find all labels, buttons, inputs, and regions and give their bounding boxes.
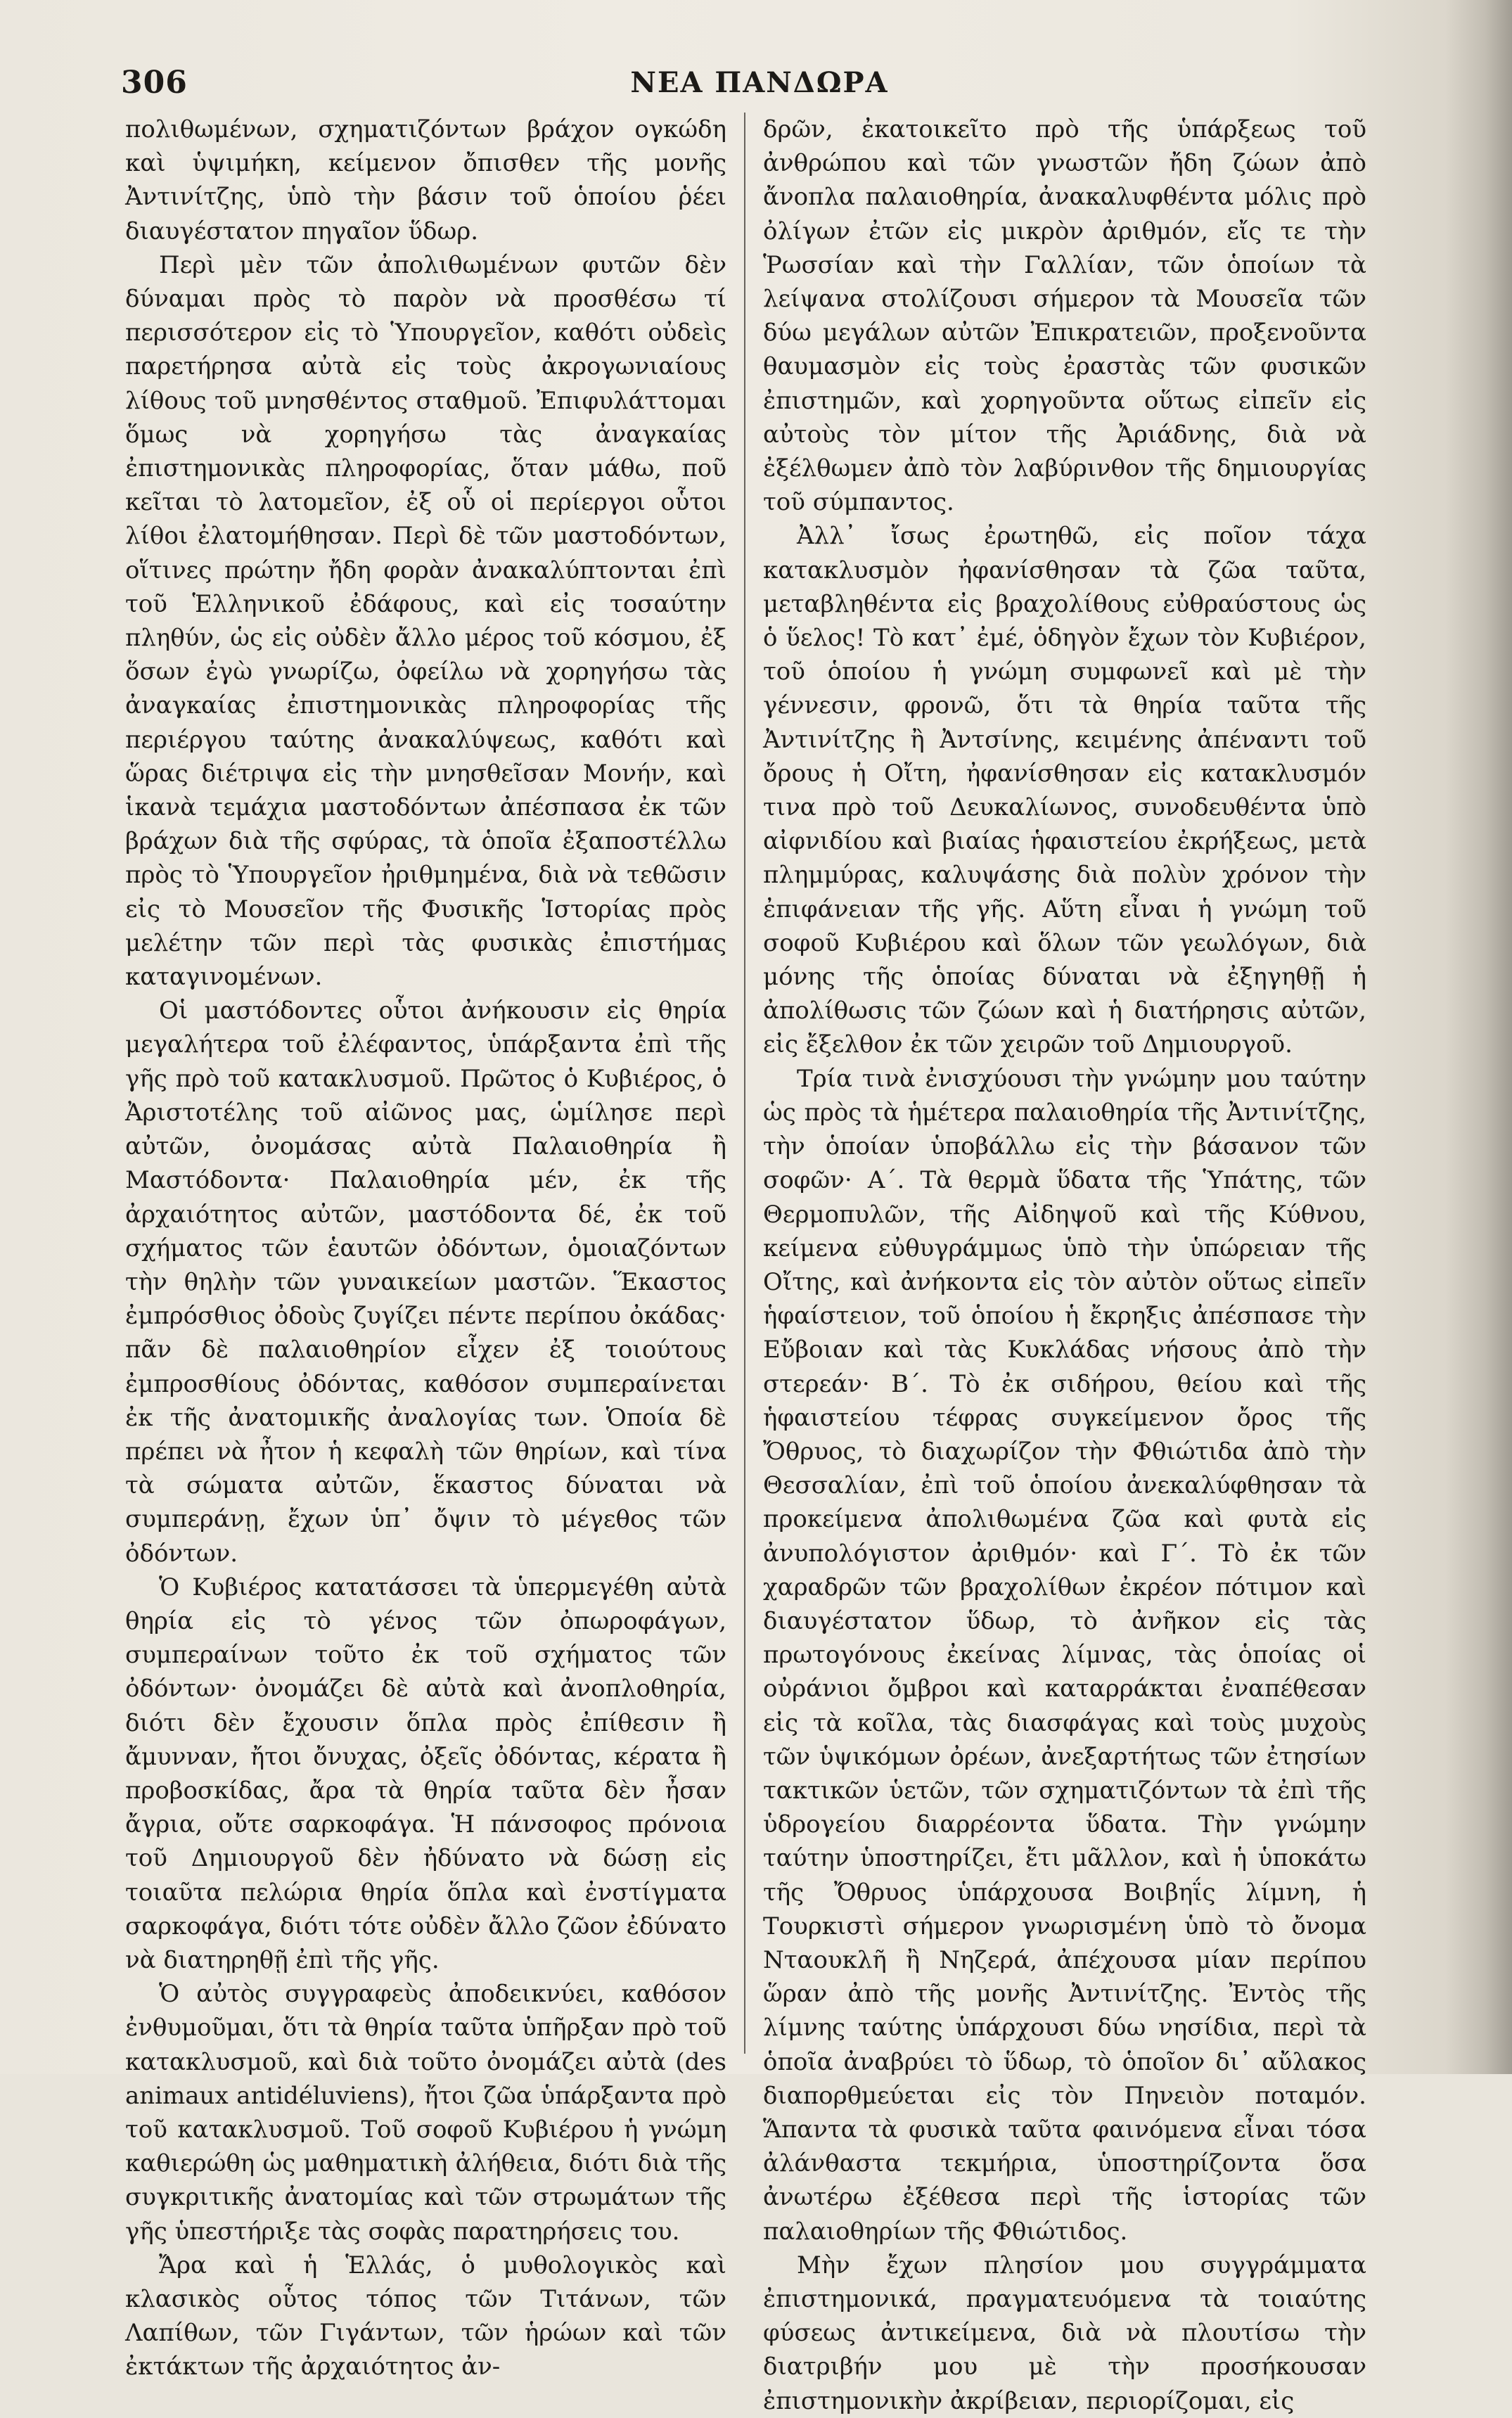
paragraph: δρῶν, ἐκατοικεῖτο πρὸ τῆς ὑπάρξεως τοῦ ἀνθρώπου καὶ τῶν γνωστῶν ἤδη ζώων ἀπὸ ἄνοπλα παλαιοθηρία, ἀνακαλυφθέντα μόλις πρὸ ὀλίγων ἐτῶν εἰς μικρὸν ἀριθμόν, εἴς τε τὴν Ῥωσσίαν καὶ τὴν Γαλλίαν, τῶν ὁποίων τὰ λείψανα στολίζουσι σήμερον τὰ Μουσεῖα τῶν δύω μεγάλων αὐτῶν Ἐπικρατειῶν, προξενοῦντα θαυμασμὸν εἰς τοὺς ἐραστὰς τῶν φυσικῶν ἐπιστημῶν, καὶ χορηγοῦντα οὕτως εἰπεῖν εἰς αὐτοὺς τὸν μίτον τῆς Ἀριάδνης, διὰ νὰ ἐξέλθωμεν ἀπὸ τὸν λαβύρινθον τῆς δημιουργίας τοῦ σύμπαντος.: [763, 115, 1366, 517]
paragraph: Ἀλλ᾿ ἴσως ἐρωτηθῶ, εἰς ποῖον τάχα κατακλυσμὸν ἠφανίσθησαν τὰ ζῶα ταῦτα, μεταβληθέντα εἰς βραχολίθους εὐθραύστους ὡς ὁ ὕελος! Τὸ κατ᾿ ἐμέ, ὁδηγὸν ἔχων τὸν Κυβιέρον, τοῦ ὁποίου ἡ γνώμη συμφωνεῖ καὶ μὲ τὴν γέννεσιν, φρονῶ, ὅτι τὰ θηρία ταῦτα τῆς Ἀντινίτζης ἢ Ἀντσίνης, κειμένης ἀπέναντι τοῦ ὄρους ἡ Οἴτη, ἠφανίσθησαν εἰς κατακλυσμόν τινα πρὸ τοῦ Δευκαλίωνος, συνοδευθέντα ὑπὸ αἰφνιδίου καὶ βιαίας ἡφαιστείου ἐκρήξεως, μετὰ πλημμύρας, καλυψάσης διὰ πολὺν χρόνον τὴν ἐπιφάνειαν τῆς γῆς. Αὕτη εἶναι ἡ γνώμη τοῦ σοφοῦ Κυβιέρου καὶ ὅλων τῶν γεωλόγων, διὰ μόνης τῆς ὁποίας δύναται νὰ ἐξηγηθῇ ἡ ἀπολίθωσις τῶν ζώων καὶ ἡ διατήρησις αὐτῶν, εἰς ἔξελθον ἐκ τῶν χειρῶν τοῦ Δημιουργοῦ.: [763, 522, 1366, 1059]
page-edge-shadow: [1445, 0, 1512, 2074]
page-number: 306: [121, 65, 188, 101]
paragraph: Ὁ αὐτὸς συγγραφεὺς ἀποδεικνύει, καθόσον ἐνθυμοῦμαι, ὅτι τὰ θηρία ταῦτα ὑπῆρξαν πρὸ τοῦ κατακλυσμοῦ, καὶ διὰ τοῦτο ὀνομάζει αὐτὰ (des animaux antidéluviens), ἤτοι ζῶα ὑπάρξαντα πρὸ τοῦ κατακλυσμοῦ. Τοῦ σοφοῦ Κυβιέρου ἡ γνώμη καθιερώθη ὡς μαθηματικὴ ἀλήθεια, διότι διὰ τῆς συγκριτικῆς ἀνατομίας καὶ τῶν στρωμάτων τῆς γῆς ὑπεστήριξε τὰς σοφὰς παρατηρήσεις του.: [125, 1980, 726, 2246]
paragraph: Οἱ μαστόδοντες οὗτοι ἀνήκουσιν εἰς θηρία μεγαλήτερα τοῦ ἐλέφαντος, ὑπάρξαντα ἐπὶ τῆς γῆς πρὸ τοῦ κατακλυσμοῦ. Πρῶτος ὁ Κυβιέρος, ὁ Ἀριστοτέλης τοῦ αἰῶνος μας, ὡμίλησε περὶ αὐτῶν, ὀνομάσας αὐτὰ Παλαιοθηρία ἢ Μαστόδοντα· Παλαιοθηρία μέν, ἐκ τῆς ἀρχαιότητος αὐτῶν, μαστόδοντα δέ, ἐκ τοῦ σχήματος τῶν ἑαυτῶν ὀδόντων, ὁμοιαζόντων τὴν θηλὴν τῶν γυναικείων μαστῶν. Ἕκαστος ἐμπρόσθιος ὀδοὺς ζυγίζει πέντε περίπου ὀκάδας· πᾶν δὲ παλαιοθηρίον εἶχεν ἐξ τοιούτους ἐμπροσθίους ὀδόντας, καθόσον συμπεραίνεται ἐκ τῆς ἀνατομικῆς ἀναλογίας των. Ὁποία δὲ πρέπει νὰ ἦτον ἡ κεφαλὴ τῶν θηρίων, καὶ τίνα τὰ σώματα αὐτῶν, ἕκαστος δύναται νὰ συμπεράνῃ, ἔχων ὑπ᾿ ὄψιν τὸ μέγεθος τῶν ὀδόντων.: [125, 997, 726, 1568]
paragraph: πολιθωμένων, σχηματιζόντων βράχον ογκώδη καὶ ὑψιμήκη, κείμενον ὄπισθεν τῆς μονῆς Ἀντινίτζης, ὑπὸ τὴν βάσιν τοῦ ὁποίου ῥέει διαυγέστατον πηγαῖον ὕδωρ.: [125, 115, 726, 245]
paragraph: Ἄρα καὶ ἡ Ἑλλάς, ὁ μυθολογικὸς καὶ κλασικὸς οὗτος τόπος τῶν Τιτάνων, τῶν Λαπίθων, τῶν Γιγάντων, τῶν ἡρώων καὶ τῶν ἐκτάκτων τῆς ἀρχαιότητος ἀν-: [125, 2251, 726, 2381]
running-title: ΝΕΑ ΠΑΝΔΩΡΑ: [630, 66, 889, 99]
paragraph: Τρία τινὰ ἐνισχύουσι τὴν γνώμην μου ταύτην ὡς πρὸς τὰ ἡμέτερα παλαιοθηρία τῆς Ἀντινίτζης, τὴν ὁποίαν ὑποβάλλω εἰς τὴν βάσανον τῶν σοφῶν· Α΄. Τὰ θερμὰ ὕδατα τῆς Ὑπάτης, τῶν Θερμοπυλῶν, τῆς Αἰδηψοῦ καὶ τῆς Κύθνου, κείμενα εὐθυγράμμως ὑπὸ τὴν ὑπώρειαν τῆς Οἴτης, καὶ ἀνήκοντα εἰς τὸν αὐτὸν οὕτως εἰπεῖν ἡφαίστειον, τοῦ ὁποίου ἡ ἔκρηξις ἀπέσπασε τὴν Εὔβοιαν καὶ τὰς Κυκλάδας νήσους ἀπὸ τὴν στερεάν· Β΄. Τὸ ἐκ σιδήρου, θείου καὶ τῆς ἡφαιστείου τέφρας συγκείμενον ὄρος τῆς Ὄθρυος, τὸ διαχωρίζον τὴν Φθιώτιδα ἀπὸ τὴν Θεσσαλίαν, ἐπὶ τοῦ ὁποίου ἀνεκαλύφθησαν τὰ προκείμενα ἀπολιθωμένα ζῶα καὶ φυτὰ εἰς ἀνυπολόγιστον ἀριθμόν· καὶ Γ΄. Τὸ ἐκ τῶν χαραδρῶν τῶν βραχολίθων ἐκρέον πότιμον καὶ διαυγέστατον ὕδωρ, τὸ ἀνῆκον εἰς τὰς πρωτογόνους ἐκείνας λίμνας, τὰς ὁποίας οἱ οὐράνιοι ὄμβροι καὶ καταρράκται ἐναπέθεσαν εἰς τὰ κοῖλα, τὰς διασφάγας καὶ τοὺς μυχοὺς τῶν ὑψικόμων ὀρέων, ἀνεξαρτήτως τῶν ἐτησίων τακτικῶν ὑετῶν, τῶν σχηματιζόντων τὰ ἐπὶ τῆς ὑδρογείου διαρρέοντα ὕδατα. Τὴν γνώμην ταύτην ὑποστηρίζει, ἔτι μᾶλλον, καὶ ἡ ὑποκάτω τῆς Ὄθρυος ὑπάρχουσα Βοιβηΐς λίμνη, ἡ Τουρκιστὶ σήμερον γνωρισμένη ὑπὸ τὸ ὄνομα Νταουκλῆ ἢ Νηζερά, ἀπέχουσα μίαν περίπου ὥραν ἀπὸ τῆς μονῆς Ἀντινίτζης. Ἐντὸς τῆς λίμνης ταύτης ὑπάρχουσι δύω νησίδια, περὶ τὰ ὁποῖα ἀναβρύει τὸ ὕδωρ, τὸ ὁποῖον δι᾿ αὔλακος διαπορθμεύεται εἰς τὸν Πηνειὸν ποταμόν. Ἅπαντα τὰ φυσικὰ ταῦτα φαινόμενα εἶναι τόσα ἀλάνθαστα τεκμήρια, ὑποστηρίζοντα ὅσα ἀνωτέρω ἐξέθεσα περὶ τῆς ἱστορίας τῶν παλαιοθηρίων τῆς Φθιώτιδος.: [763, 1064, 1366, 2246]
left-column: [125, 113, 726, 2384]
column-divider: [744, 113, 745, 2054]
paragraph: Ὁ Κυβιέρος κατατάσσει τὰ ὑπερμεγέθη αὐτὰ θηρία εἰς τὸ γένος τῶν ὀπωροφάγων, συμπεραίνων τοῦτο ἐκ τοῦ σχήματος τῶν ὀδόντων· ὀνομάζει δὲ αὐτὰ καὶ ἀνοπλοθηρία, διότι δὲν ἔχουσιν ὅπλα πρὸς ἐπίθεσιν ἢ ἄμυνναν, ἤτοι ὄνυχας, ὀξεῖς ὀδόντας, κέρατα ἢ προβοσκίδας, ἄρα τὰ θηρία ταῦτα δὲν ἦσαν ἄγρια, οὔτε σαρκοφάγα. Ἡ πάνσοφος πρόνοια τοῦ Δημιουργοῦ δὲν ἠδύνατο νὰ δώσῃ εἰς τοιαῦτα πελώρια θηρία ὅπλα καὶ ἐνστίγματα σαρκοφάγα, διότι τότε οὐδὲν ἄλλο ζῶον ἐδύνατο νὰ διατηρηθῇ ἐπὶ τῆς γῆς.: [125, 1573, 726, 1974]
paragraph: Περὶ μὲν τῶν ἀπολιθωμένων φυτῶν δὲν δύναμαι πρὸς τὸ παρὸν νὰ προσθέσω τί περισσότερον εἰς τὸ Ὑπουργεῖον, καθότι οὐδεὶς παρετήρησα αὐτὰ εἰς τοὺς ἀκρογωνιαίους λίθους τοῦ μνησθέντος σταθμοῦ. Ἐπιφυλάττομαι ὅμως νὰ χορηγήσω τὰς ἀναγκαίας ἐπιστημονικὰς πληροφορίας, ὅταν μάθω, ποῦ κεῖται τὸ λατομεῖον, ἐξ οὗ οἱ περίεργοι οὗτοι λίθοι ἐλατομήθησαν. Περὶ δὲ τῶν μαστοδόντων, οἵτινες πρώτην ἤδη φορὰν ἀνακαλύπτονται ἐπὶ τοῦ Ἑλληνικοῦ ἐδάφους, καὶ εἰς τοσαύτην πληθύν, ὡς εἰς οὐδὲν ἄλλο μέρος τοῦ κόσμου, ἐξ ὅσων ἐγὼ γνωρίζω, ὀφείλω νὰ χορηγήσω τὰς ἀναγκαίας ἐπιστημονικὰς πληροφορίας τῆς περιέργου ταύτης ἀνακαλύψεως, καθότι καὶ ὥρας διέτριψα εἰς τὴν μνησθεῖσαν Μονήν, καὶ ἱκανὰ τεμάχια μαστοδόντων ἀπέσπασα ἐκ τῶν βράχων διὰ τῆς σφύρας, τὰ ὁποῖα ἐξαποστέλλω πρὸς τὸ Ὑπουργεῖον ἠριθμημένα, διὰ νὰ τεθῶσιν εἰς τὸ Μουσεῖον τῆς Φυσικῆς Ἱστορίας πρὸς μελέτην τῶν περὶ τὰς φυσικὰς ἐπιστήμας καταγινομένων.: [125, 250, 726, 992]
paragraph: Μὴν ἔχων πλησίον μου συγγράμματα ἐπιστημονικά, πραγματευόμενα τὰ τοιαύτης φύσεως ἀντικείμενα, διὰ νὰ πλουτίσω τὴν διατριβήν μου μὲ τὴν προσήκουσαν ἐπιστημονικὴν ἀκρίβειαν, περιορίζομαι, εἰς: [763, 2251, 1366, 2415]
right-column: [763, 113, 1366, 2418]
